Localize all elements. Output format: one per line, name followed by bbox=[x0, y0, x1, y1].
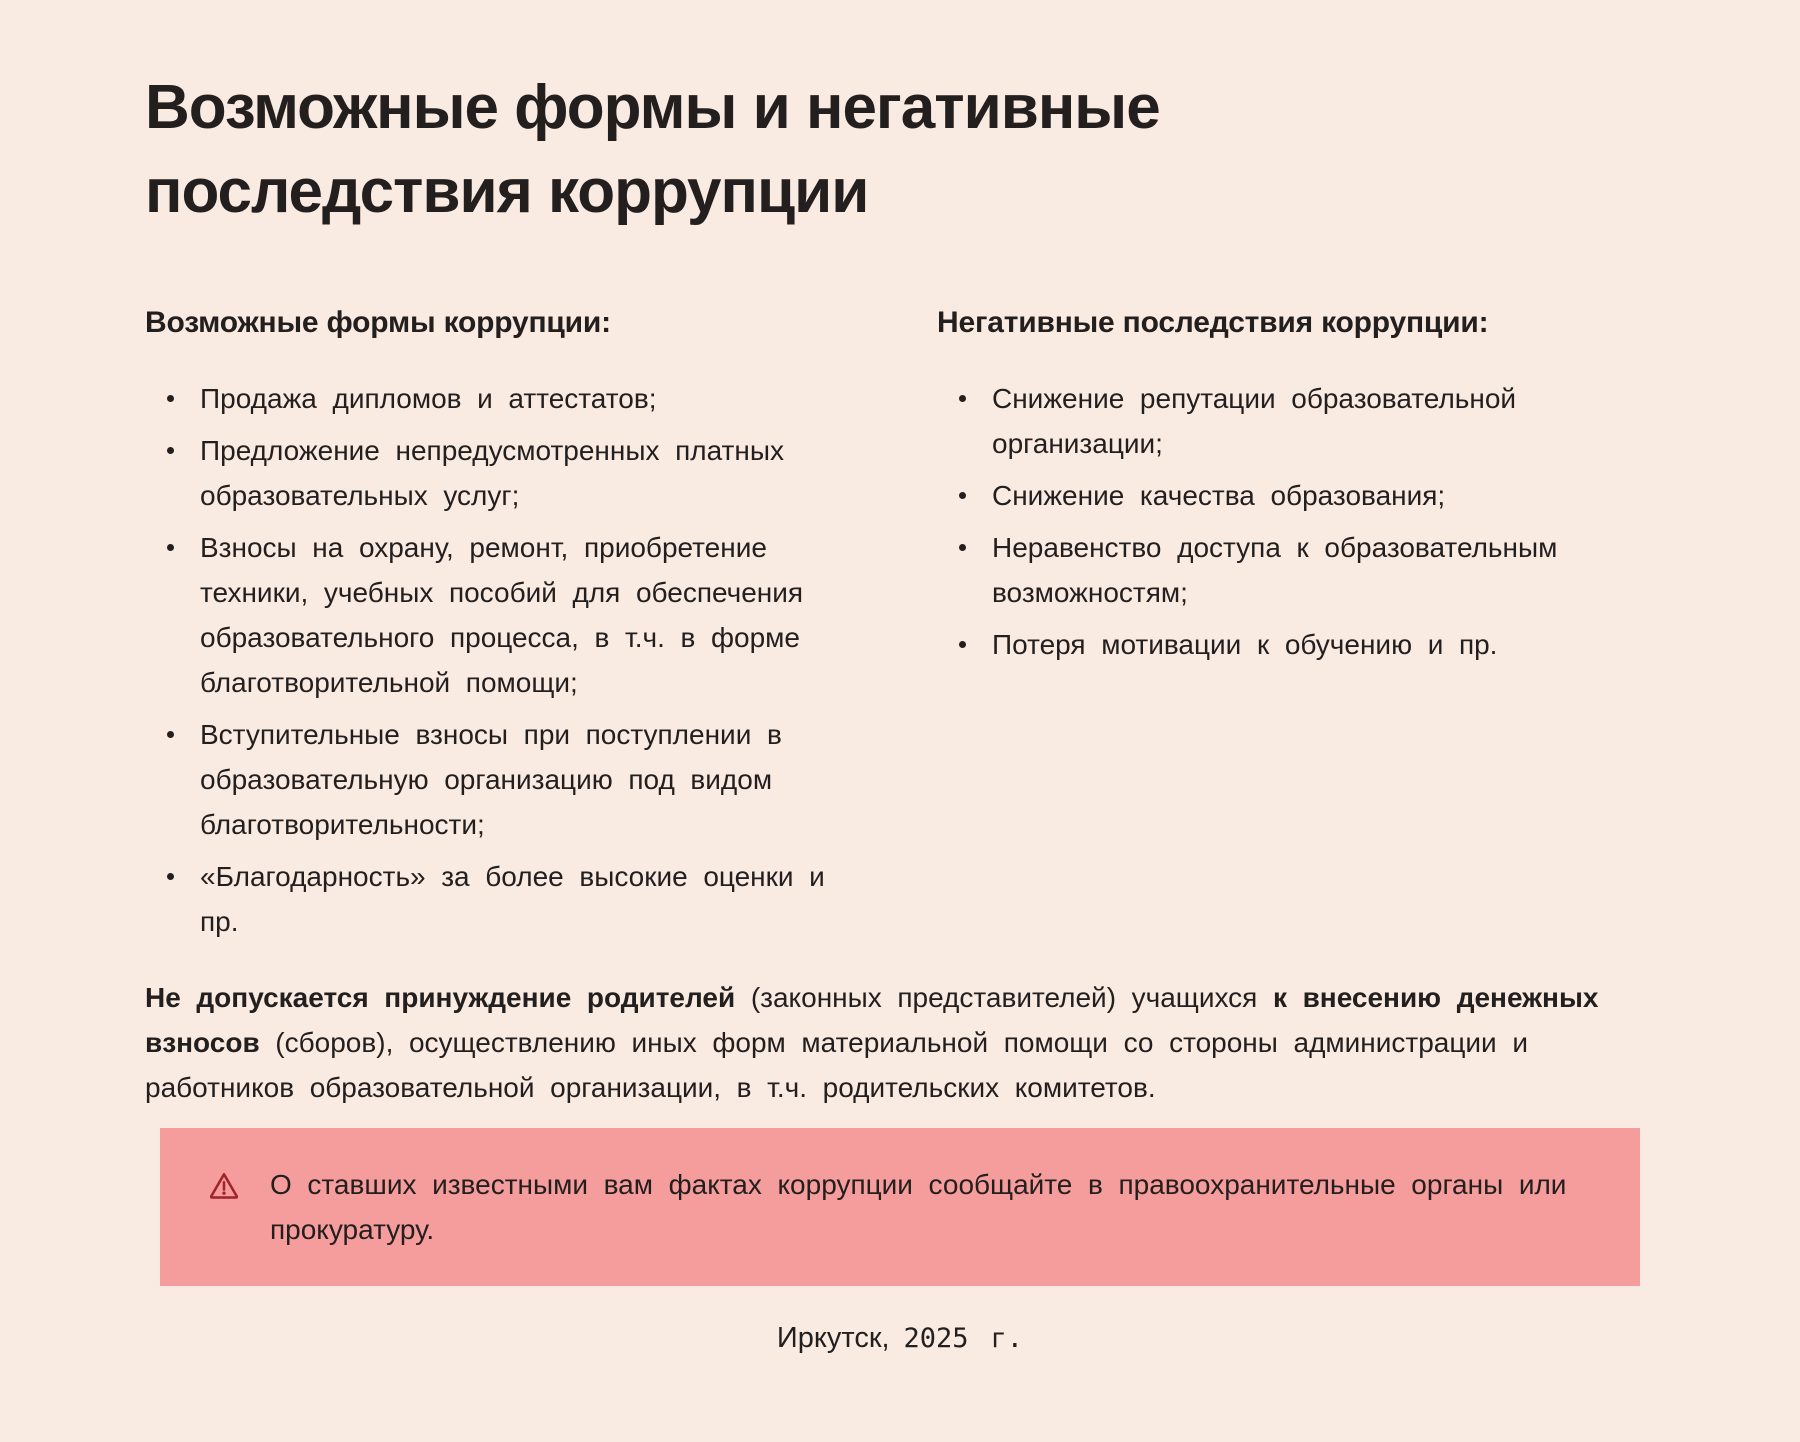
list-item-text: Продажа дипломов и аттестатов; bbox=[200, 383, 657, 414]
consequences-list bbox=[937, 376, 1597, 667]
warning-banner bbox=[160, 1128, 1640, 1286]
footer bbox=[145, 1322, 1655, 1355]
bullet-icon bbox=[145, 854, 200, 944]
column-forms bbox=[145, 306, 840, 951]
list-item-text: Потеря мотивации к обучению и пр. bbox=[992, 629, 1498, 660]
bullet-icon bbox=[937, 473, 992, 518]
note-segment: (законных представителей) учащихся bbox=[735, 982, 1273, 1013]
bullet-icon bbox=[145, 428, 200, 518]
bullet-icon bbox=[937, 622, 992, 667]
list-item bbox=[145, 854, 840, 944]
list-item bbox=[145, 712, 840, 847]
list-item bbox=[145, 428, 840, 518]
list-item bbox=[937, 376, 1597, 466]
list-item-text: Предложение непредусмотренных платных образовательных услуг; bbox=[200, 435, 784, 511]
footer-year: 2025 г. bbox=[903, 1323, 1024, 1354]
list-item-text: Взносы на охрану, ремонт, приобретение техники, учебных пособий для обеспечения образовательного процесса, в т.ч. в форме благотворительной помощи; bbox=[200, 532, 804, 698]
note-paragraph bbox=[145, 975, 1615, 1110]
footer-city: Иркутск, bbox=[776, 1322, 890, 1354]
note-segment: (сборов), осуществлению иных форм материальной помощи со стороны администрации и работников образовательной организации, в т.ч. родительских комитетов. bbox=[145, 1027, 1528, 1103]
list-item-text: Снижение репутации образовательной организации; bbox=[992, 383, 1517, 459]
list-item-text: Неравенство доступа к образовательным возможностям; bbox=[992, 532, 1558, 608]
list-item-text: «Благодарность» за более высокие оценки и пр. bbox=[200, 861, 825, 937]
bullet-icon bbox=[145, 712, 200, 847]
two-column-section bbox=[145, 306, 1655, 951]
page-title: Возможные формы и негативные последствия коррупции bbox=[145, 73, 1160, 226]
bullet-icon bbox=[145, 376, 200, 421]
list-item-text: Снижение качества образования; bbox=[992, 480, 1446, 511]
list-item bbox=[937, 525, 1597, 615]
forms-list bbox=[145, 376, 840, 944]
list-item bbox=[937, 473, 1597, 518]
bullet-icon bbox=[145, 525, 200, 705]
warning-text: О ставших известными вам фактах коррупции сообщайте в правоохранительные органы или прокуратуру. bbox=[270, 1169, 1567, 1245]
bullet-icon bbox=[937, 525, 992, 615]
bullet-icon bbox=[937, 376, 992, 466]
note-bold-segment: к внесению денежных взносов bbox=[145, 982, 1599, 1058]
warning-triangle-icon bbox=[208, 1170, 240, 1207]
column-consequences bbox=[937, 306, 1597, 951]
list-item-text: Вступительные взносы при поступлении в образовательную организацию под видом благотворительности; bbox=[200, 719, 782, 840]
column-consequences-heading: Негативные последствия коррупции: bbox=[937, 306, 1489, 339]
list-item bbox=[145, 376, 840, 421]
column-forms-heading: Возможные формы коррупции: bbox=[145, 306, 611, 339]
list-item bbox=[145, 525, 840, 705]
list-item bbox=[937, 622, 1597, 667]
note-bold-segment: Не допускается принуждение родителей bbox=[145, 982, 736, 1013]
